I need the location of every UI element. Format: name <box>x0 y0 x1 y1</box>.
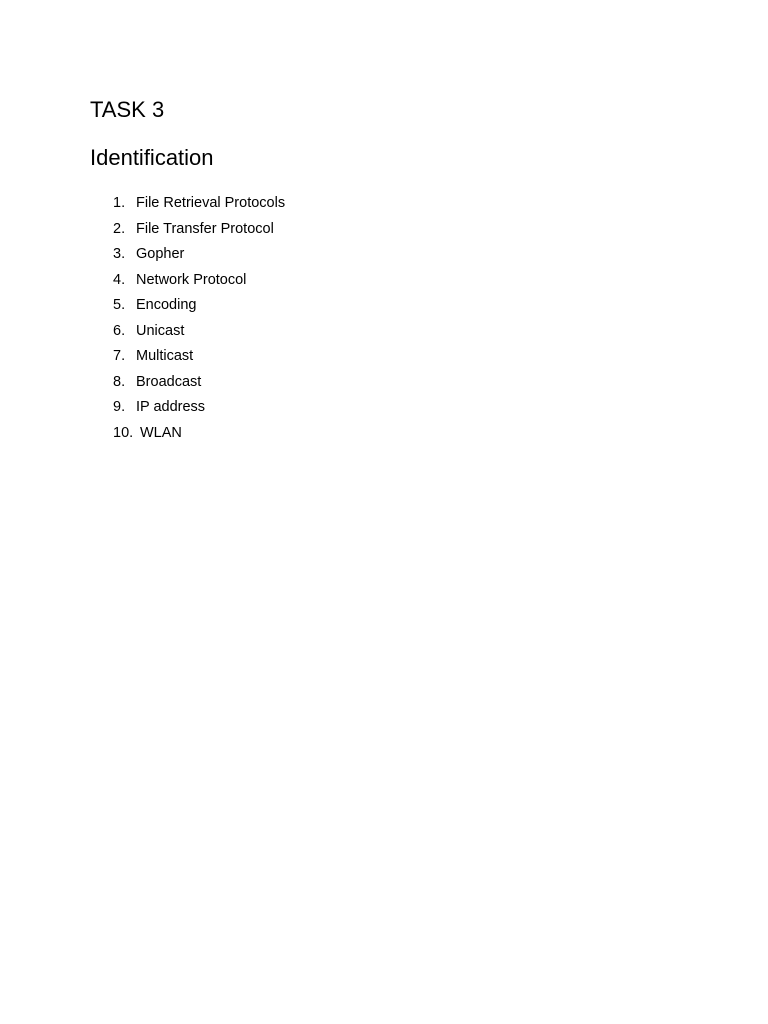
item-text: Broadcast <box>136 373 202 390</box>
list-item <box>113 321 285 347</box>
item-text: File Retrieval Protocols <box>136 195 286 211</box>
item-number: 1. <box>113 195 126 211</box>
list-item <box>113 346 285 372</box>
item-number: 9. <box>113 399 126 415</box>
item-text: File Transfer Protocol <box>136 220 274 237</box>
item-text: Multicast <box>136 348 194 364</box>
item-number: 6. <box>113 322 126 339</box>
item-text: Encoding <box>136 297 197 313</box>
task-heading: TASK 3 <box>90 97 165 122</box>
list-item <box>113 397 285 423</box>
item-text: Network Protocol <box>136 271 247 288</box>
item-number: 8. <box>113 373 126 390</box>
item-number: 10. <box>113 424 134 441</box>
item-number: 7. <box>113 348 126 364</box>
item-number: 4. <box>113 271 126 288</box>
answer-list <box>113 193 285 448</box>
section-heading: Identification <box>90 145 214 170</box>
item-number: 2. <box>113 220 126 237</box>
list-item <box>113 193 285 219</box>
list-item <box>113 423 285 449</box>
item-text: IP address <box>136 399 206 415</box>
item-text: WLAN <box>140 424 182 441</box>
item-text: Gopher <box>136 246 185 262</box>
list-item <box>113 244 285 270</box>
list-item <box>113 270 285 296</box>
item-number: 5. <box>113 297 126 313</box>
item-number: 3. <box>113 246 126 262</box>
item-text: Unicast <box>136 322 185 339</box>
list-item <box>113 372 285 398</box>
list-item <box>113 219 285 245</box>
list-item <box>113 295 285 321</box>
